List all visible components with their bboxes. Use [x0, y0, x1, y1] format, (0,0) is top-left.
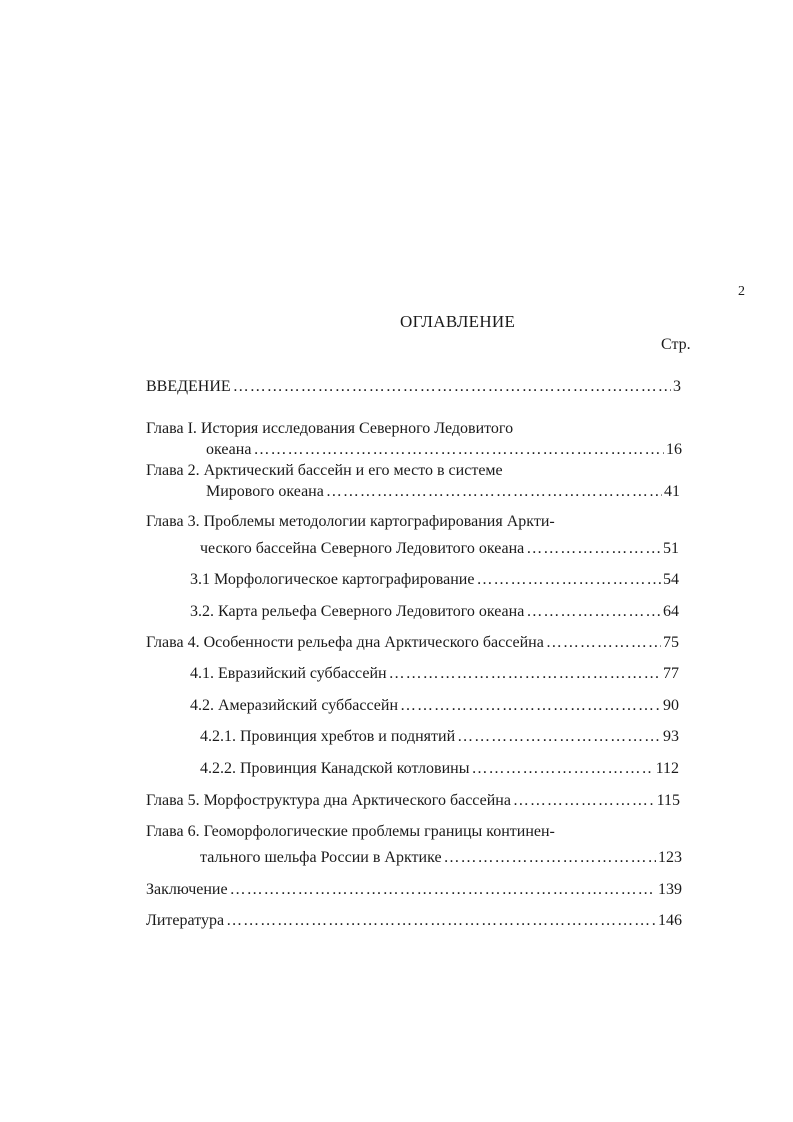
- toc-entry-label: Заключение: [146, 881, 228, 898]
- leader-dots: [233, 377, 671, 397]
- leader-dots: [230, 880, 656, 900]
- toc-entry-page: 146: [658, 912, 682, 929]
- toc-entry-page: 112: [655, 760, 679, 777]
- toc-entry-page: 123: [658, 849, 682, 866]
- toc-entry-chapter-6: [200, 848, 682, 868]
- toc-entry-chapter-5: [146, 791, 680, 811]
- leader-dots: [526, 539, 661, 559]
- toc-entry-references: [146, 911, 682, 931]
- toc-entry-section-3-2: [190, 602, 679, 622]
- toc-entry-label: 3.1 Морфологическое картографирование: [190, 571, 475, 588]
- toc-entry-label: тального шельфа России в Арктике: [200, 849, 442, 866]
- leader-dots: [389, 664, 661, 684]
- toc-entry-section-3-1: [190, 570, 679, 590]
- toc-entry-page: 93: [663, 728, 679, 745]
- toc-entry-page: 115: [656, 792, 680, 809]
- toc-entry-page: 139: [658, 881, 682, 898]
- leader-dots: [513, 791, 655, 811]
- toc-entry-label: океана: [206, 441, 252, 458]
- leader-dots: [400, 696, 661, 716]
- leader-dots: [326, 482, 662, 502]
- toc-entry-label: ческого бассейна Северного Ледовитого океана: [200, 540, 525, 557]
- toc-entry-page: 54: [663, 571, 679, 588]
- leader-dots: [546, 633, 661, 653]
- toc-entry-label: ВВЕДЕНИЕ: [146, 378, 231, 395]
- toc-entry-section-4-2-2: [200, 759, 679, 779]
- toc-entry-section-4-2: [190, 696, 679, 716]
- toc-entry-chapter-3-line1: Глава 3. Проблемы методологии картографирования Аркти-: [146, 513, 555, 530]
- toc-entry-label: 4.2.1. Провинция хребтов и поднятий: [200, 728, 456, 745]
- page-column-label: Стр.: [661, 336, 691, 353]
- toc-entry-chapter-6-line1: Глава 6. Геоморфологические проблемы границы континен-: [146, 823, 555, 840]
- leader-dots: [444, 848, 656, 868]
- toc-entry-page: 75: [663, 634, 679, 651]
- leader-dots: [457, 727, 661, 747]
- toc-entry-chapter-4: [146, 633, 679, 653]
- toc-entry-page: 51: [663, 540, 679, 557]
- toc-entry-label: 4.2. Амеразийский суббассейн: [190, 697, 399, 714]
- toc-entry-section-4-2-1: [200, 727, 679, 747]
- toc-entry-label: 3.2. Карта рельефа Северного Ледовитого океана: [190, 603, 525, 620]
- toc-entry-page: 90: [663, 697, 679, 714]
- toc-entry-chapter-2-line1: Глава 2. Арктический бассейн и его место в системе: [146, 462, 503, 479]
- toc-entry-chapter-3: [200, 539, 679, 559]
- leader-dots: [476, 570, 661, 590]
- toc-entry-label: Литература: [146, 912, 225, 929]
- toc-entry-conclusion: [146, 880, 682, 900]
- toc-entry-label: 4.2.2. Провинция Канадской котловины: [200, 760, 470, 777]
- toc-entry-label: Глава 5. Морфоструктура дна Арктического бассейна: [146, 792, 511, 809]
- toc-entry-label: Мирового океана: [206, 483, 324, 500]
- leader-dots: [471, 759, 653, 779]
- toc-entry-introduction: [146, 377, 681, 397]
- toc-entry-section-4-1: [190, 664, 679, 684]
- leader-dots: [253, 440, 664, 460]
- page-title: ОГЛАВЛЕНИЕ: [400, 312, 516, 331]
- toc-entry-label: 4.1. Евразийский суббассейн: [190, 665, 387, 682]
- leader-dots: [526, 602, 661, 622]
- leader-dots: [226, 911, 656, 931]
- toc-entry-chapter-2: [206, 482, 680, 502]
- toc-entry-page: 3: [673, 378, 681, 395]
- toc-entry-page: 77: [663, 665, 679, 682]
- toc-entry-chapter-1: [206, 440, 682, 460]
- page-number: 2: [738, 284, 745, 299]
- toc-entry-chapter-1-line1: Глава I. История исследования Северного Ледовитого: [146, 420, 514, 437]
- toc-entry-label: Глава 4. Особенности рельефа дна Арктического бассейна: [146, 634, 544, 651]
- toc-entry-page: 41: [664, 483, 680, 500]
- toc-entry-page: 16: [666, 441, 682, 458]
- toc-entry-page: 64: [663, 603, 679, 620]
